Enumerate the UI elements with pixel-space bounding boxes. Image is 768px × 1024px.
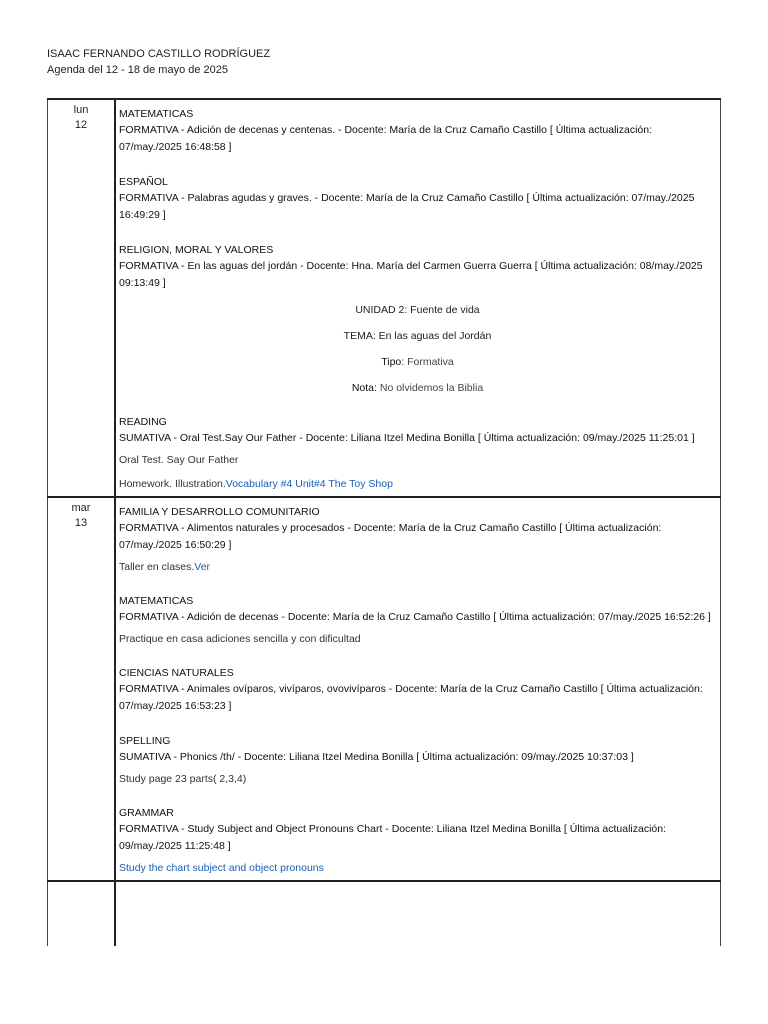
subject-note: Practique en casa adiciones sencilla y con dificultad bbox=[119, 633, 361, 645]
type-line bbox=[119, 354, 716, 370]
subject-description: FORMATIVA - En las aguas del jordán - Docente: Hna. María del Carmen Guerra Guerra [ Última actualización: 08/may./2025 09:13:49 ] bbox=[119, 260, 703, 289]
view-link[interactable]: Ver bbox=[194, 561, 211, 573]
day-cell bbox=[47, 498, 116, 880]
day-row-next bbox=[47, 882, 721, 946]
subject-note bbox=[119, 559, 716, 575]
subject-title: CIENCIAS NATURALES bbox=[119, 667, 234, 679]
subject-title: READING bbox=[119, 416, 167, 428]
subject-description: FORMATIVA - Adición de decenas y centenas. - Docente: María de la Cruz Camaño Castillo [ Última actualización: 07/may./2025 16:48:58 ] bbox=[119, 124, 653, 153]
vocabulary-link[interactable]: Vocabulary #4 Unit#4 The Toy Shop bbox=[225, 478, 393, 490]
subject-entry bbox=[119, 414, 716, 492]
subject-entry bbox=[119, 504, 716, 575]
day-of-week: mar bbox=[71, 502, 91, 514]
note-label: Nota: bbox=[351, 382, 377, 394]
agenda-table bbox=[47, 98, 721, 946]
day-content bbox=[116, 498, 721, 880]
subject-entry bbox=[119, 242, 716, 396]
day-content bbox=[116, 882, 721, 946]
unit-line: UNIDAD 2: Fuente de vida bbox=[355, 304, 480, 316]
subject-description: SUMATIVA - Oral Test.Say Our Father - Docente: Liliana Itzel Medina Bonilla [ Última actualización: 09/may./2025 11:25:01 ] bbox=[119, 432, 695, 444]
day-content bbox=[116, 100, 721, 496]
subject-title: SPELLING bbox=[119, 735, 171, 747]
agenda-range: Agenda del 12 - 18 de mayo de 2025 bbox=[47, 64, 229, 76]
type-value: : Formativa bbox=[401, 356, 454, 368]
subject-note bbox=[119, 476, 716, 492]
subject-description: FORMATIVA - Alimentos naturales y procesados - Docente: María de la Cruz Camaño Castillo [ Última actualización: 07/may./2025 16:50:29 ] bbox=[119, 522, 662, 551]
subject-title: MATEMATICAS bbox=[119, 108, 194, 120]
subject-description: FORMATIVA - Adición de decenas - Docente: María de la Cruz Camaño Castillo [ Última actualización: 07/may./2025 16:52:26 ] bbox=[119, 611, 711, 623]
subject-title: FAMILIA Y DESARROLLO COMUNITARIO bbox=[119, 506, 320, 518]
subject-entry bbox=[119, 805, 716, 876]
subject-note: Oral Test. Say Our Father bbox=[119, 454, 239, 466]
day-cell bbox=[47, 100, 116, 496]
subject-entry bbox=[119, 593, 716, 647]
note-line bbox=[119, 380, 716, 396]
type-label: Tipo bbox=[381, 356, 402, 368]
subject-entry bbox=[119, 733, 716, 787]
day-cell bbox=[47, 882, 116, 946]
note-value: No olvidemos la Biblia bbox=[376, 382, 484, 394]
subject-description: SUMATIVA - Phonics /th/ - Docente: Liliana Itzel Medina Bonilla [ Última actualización: 09/may./2025 10:37:03 ] bbox=[119, 751, 634, 763]
subject-note: Study page 23 parts( 2,3,4) bbox=[119, 773, 247, 785]
student-name: ISAAC FERNANDO CASTILLO RODRÍGUEZ bbox=[47, 48, 271, 60]
note-text: Taller en clases. bbox=[119, 561, 195, 573]
agenda-header bbox=[47, 46, 270, 78]
subject-title: GRAMMAR bbox=[119, 807, 174, 819]
subject-title: ESPAÑOL bbox=[119, 176, 168, 188]
subject-description: FORMATIVA - Palabras agudas y graves. - Docente: María de la Cruz Camaño Castillo [ Última actualización: 07/may./2025 16:49:29 ] bbox=[119, 192, 695, 221]
day-row-mar bbox=[47, 498, 721, 882]
pronouns-link[interactable]: Study the chart subject and object pronouns bbox=[119, 862, 324, 874]
day-of-week: lun bbox=[73, 104, 89, 116]
subject-entry bbox=[119, 106, 716, 156]
subject-entry bbox=[119, 174, 716, 224]
subject-entry bbox=[119, 665, 716, 715]
subject-description: FORMATIVA - Study Subject and Object Pronouns Chart - Docente: Liliana Itzel Medina Bonilla [ Última actualización: 09/may./2025 11:25:48 ] bbox=[119, 823, 667, 852]
day-number: 13 bbox=[74, 517, 88, 529]
note-text: Homework. Illustration. bbox=[119, 478, 226, 490]
subject-title: MATEMATICAS bbox=[119, 595, 194, 607]
topic-line: TEMA: En las aguas del Jordán bbox=[343, 330, 492, 342]
day-row-lun bbox=[47, 100, 721, 498]
day-number: 12 bbox=[74, 119, 88, 131]
subject-description: FORMATIVA - Animales ovíparos, vivíparos, ovovivíparos - Docente: María de la Cruz Camaño Castillo [ Última actualización: 07/may./2025 16:53:23 ] bbox=[119, 683, 703, 712]
subject-title: RELIGION, MORAL Y VALORES bbox=[119, 244, 274, 256]
